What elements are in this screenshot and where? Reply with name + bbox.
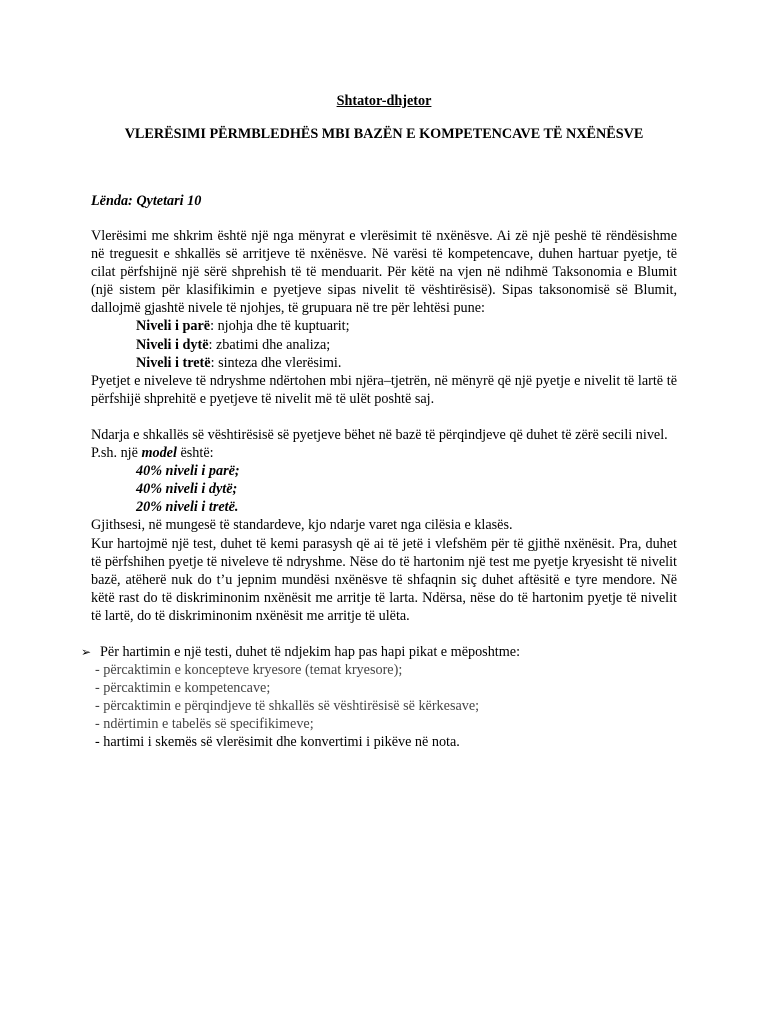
step-item: - ndërtimin e tabelës së specifikimeve; [95,716,314,733]
step-item: - përcaktimin e përqindjeve të shkallës së vështirësisë së kërkesave; [95,698,480,715]
paragraph-intro: Vlerësimi me shkrim është një nga mënyrat e vlerësimit të nxënësve. Ai zë një peshë të rëndësishme në treguesit e shkallës së arritjeve të nxënësve. Në varësi të kompetencave, duhen hartuar pyetje, të cilat përfshijnë një sërë shprehish të të menduarit. Për këtë na vjen në ndihmë Taksonomia e Blumit (një sistem për klasifikimin e pyetjeve sipas nivelit të vështirësisë). Sipas taksonomisë së Blumit, dallojmë gjashtë nivele të njohjes, të grupuara në tre për lehtësi pune: [91,228,677,317]
period-heading: Shtator-dhjetor [336,93,432,109]
level-name: Niveli i dytë [136,336,209,353]
arrow-bullet-icon: ➢ [81,644,92,659]
paragraph-test-design: Kur hartojmë një test, duhet të kemi parasysh që ai të jetë i vlefshëm për të gjithë nxënësit. Pra, duhet të përfshihen pyetje të niveleve të ndryshme. Nëse do të hartonim një test me pyetje kryesisht të nivelit bazë, atëherë nuk do t’u jepnim mundësi nxënësve të shfaqnin siç duhet aftësitë e tyre mendore. Në këtë rast do të diskriminonim nxënësit me arritje të larta. Ndërsa, nëse do të hartonim pyetje të nivelit të lartë, do të diskriminonim nxënësit me arritje të ulëta. [91,535,677,624]
level-name: Niveli i tretë [136,354,211,371]
model-intro-post: është: [176,445,214,462]
model-intro [91,444,677,462]
model-intro-pre: P.sh. një [91,445,142,462]
model-line-text: 40% niveli i parë; [136,463,240,480]
model-line-text: 40% niveli i dytë; [136,481,238,498]
model-line [91,498,677,516]
model-line-text: 20% niveli i tretë. [136,499,239,516]
step-item: - hartimi i skemës së vlerësimit dhe konvertimi i pikëve në nota. [95,734,460,751]
level-item [91,354,677,372]
model-word: model [141,445,177,462]
model-line [91,462,677,480]
model-line [91,480,677,498]
paragraph-levels-build: Pyetjet e niveleve të ndryshme ndërtohen mbi njëra–tjetrën, në mënyrë që një pyetje e nivelit të lartë të përfshijë shprehitë e pyetjeve të nivelit më të ulët poshtë saj. [91,372,677,407]
subject-line: Lënda: Qytetari 10 [91,193,202,209]
level-desc: : zbatimi dhe analiza; [208,336,331,353]
paragraph-standards: Gjithsesi, në mungesë të standardeve, kjo ndarje varet nga cilësia e klasës. [91,517,513,534]
level-desc: : sinteza dhe vlerësimi. [210,354,342,371]
step-item: - përcaktimin e koncepteve kryesore (temat kryesore); [95,662,403,679]
level-item [91,317,677,335]
steps-list [91,661,677,751]
document-title: VLERËSIMI PËRMBLEDHËS MBI BAZËN E KOMPETENCAVE TË NXËNËSVE [124,126,644,142]
paragraph-gap [91,408,677,426]
document-body [81,227,677,752]
paragraph-distribution: Ndarja e shkallës së vështirësisë së pyetjeve bëhet në bazë të përqindjeve që duhet të zërë secili nivel. [91,426,668,443]
bullet-item [81,643,677,661]
level-desc: : njohja dhe të kuptuarit; [210,318,350,335]
level-item [91,336,677,354]
bullet-text: Për hartimin e një testi, duhet të ndjekim hap pas hapi pikat e mëposhtme: [100,643,521,660]
level-name: Niveli i parë [136,318,211,335]
step-item: - përcaktimin e kompetencave; [95,680,271,697]
